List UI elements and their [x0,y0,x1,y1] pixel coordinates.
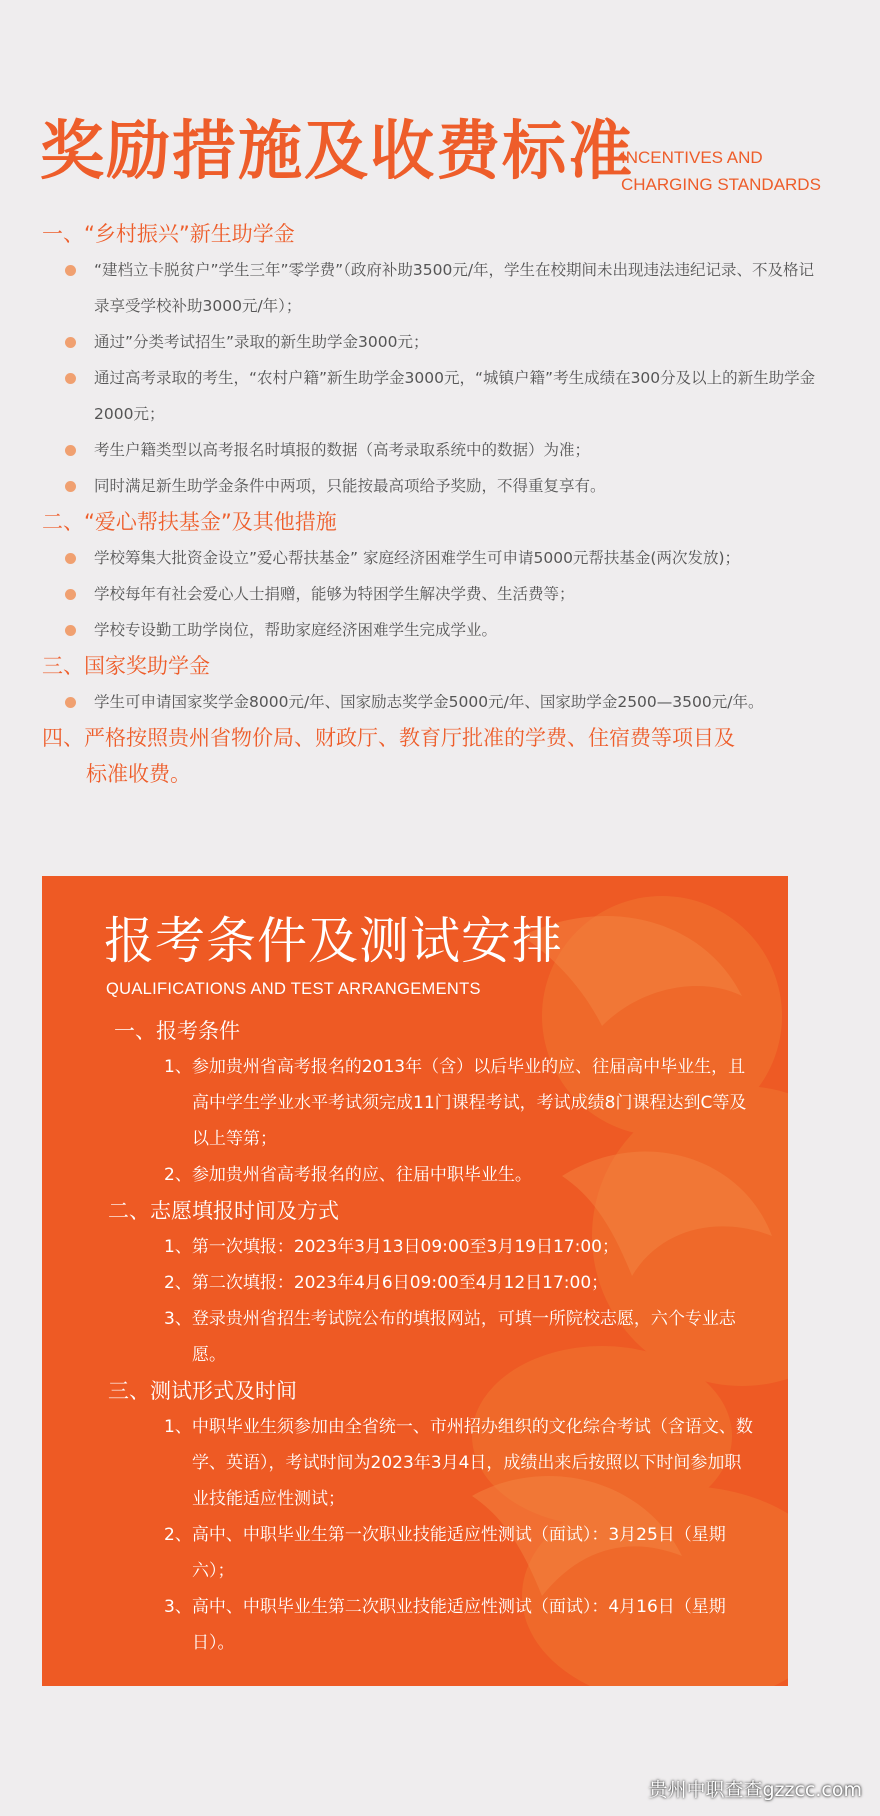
list-item: 3、登录贵州省招生考试院公布的填报网站，可填一所院校志愿，六个专业志愿。 [164,1309,736,1365]
incentives-title-en-line1: INCENTIVES AND [621,148,763,167]
list-item: 学校筹集大批资金设立”爱心帮扶基金” 家庭经济困难学生可申请5000元帮扶基金(两次发放)； [42,540,822,576]
incentives-list-1 [42,252,822,504]
watermark-text: 贵州中职查查gzzcc.com [648,1779,862,1801]
incentives-heading-3: 三、国家奖助学金 [42,654,210,678]
qualifications-title: 报考条件及测试安排 [104,912,563,970]
qualifications-heading-1: 一、报考条件 [114,1019,240,1043]
list-item: 通过”分类考试招生”录取的新生助学金3000元； [42,324,822,360]
list-item: “建档立卡脱贫户”学生三年”零学费”（政府补助3500元/年，学生在校期间未出现违法违纪记录、不及格记录享受学校补助3000元/年）； [42,252,822,324]
list-item: 通过高考录取的考生，“农村户籍”新生助学金3000元，“城镇户籍”考生成绩在300分及以上的新生助学金2000元； [42,360,822,432]
bullet-dot-icon [65,445,76,456]
qualifications-body [108,1013,758,1661]
bullet-dot-icon [65,589,76,600]
bullet-dot-icon [65,265,76,276]
qualifications-heading-3: 三、测试形式及时间 [108,1379,297,1403]
list-item: 2、第二次填报：2023年4月6日09:00至4月12日17:00； [164,1273,609,1293]
list-item: 1、第一次填报：2023年3月13日09:00至3月19日17:00； [164,1237,619,1257]
list-item: 同时满足新生助学金条件中两项，只能按最高项给予奖励，不得重复享有。 [42,468,822,504]
incentives-list-2 [42,540,822,648]
incentives-heading-1: 一、“乡村振兴”新生助学金 [42,222,295,246]
incentives-heading-4-line1: 四、严格按照贵州省物价局、财政厅、教育厅批准的学费、住宿费等项目及 [42,726,735,750]
incentives-heading-4 [42,720,822,792]
bullet-dot-icon [65,337,76,348]
list-item: 学校每年有社会爱心人士捐赠，能够为特困学生解决学费、生活费等； [42,576,822,612]
bullet-dot-icon [65,553,76,564]
list-item: 2、参加贵州省高考报名的应、往届中职毕业生。 [164,1165,532,1185]
list-item: 3、高中、中职毕业生第二次职业技能适应性测试（面试）：4月16日（星期日）。 [164,1597,726,1653]
bullet-dot-icon [65,697,76,708]
bullet-dot-icon [65,481,76,492]
qualifications-heading-2: 二、志愿填报时间及方式 [108,1199,339,1223]
incentives-body [42,216,822,792]
incentives-list-3 [42,684,822,720]
bullet-dot-icon [65,625,76,636]
list-item: 学生可申请国家奖学金8000元/年、国家励志奖学金5000元/年、国家助学金2500—3500元/年。 [42,684,822,720]
list-item: 1、参加贵州省高考报名的2013年（含）以后毕业的应、往届高中毕业生，且高中学生学业水平考试须完成11门课程考试，考试成绩8门课程达到C等及以上等第； [164,1057,747,1149]
list-item: 学校专设勤工助学岗位，帮助家庭经济困难学生完成学业。 [42,612,822,648]
list-item: 考生户籍类型以高考报名时填报的数据（高考录取系统中的数据）为准； [42,432,822,468]
qualifications-title-en: QUALIFICATIONS AND TEST ARRANGEMENTS [106,980,481,998]
incentives-title-en-line2: CHARGING STANDARDS [621,175,821,194]
list-item: 2、高中、中职毕业生第一次职业技能适应性测试（面试）：3月25日（星期六）； [164,1525,726,1581]
list-item: 1、中职毕业生须参加由全省统一、市州招办组织的文化综合考试（含语文、数学、英语），考试时间为2023年3月4日，成绩出来后按照以下时间参加职业技能适应性测试； [164,1417,753,1509]
incentives-title: 奖励措施及收费标准 [40,115,634,189]
incentives-title-en [621,144,821,198]
incentives-heading-4-line2: 标准收费。 [86,762,191,786]
qualifications-panel [42,876,788,1686]
incentives-heading-2: 二、“爱心帮扶基金”及其他措施 [42,510,337,534]
bullet-dot-icon [65,373,76,384]
